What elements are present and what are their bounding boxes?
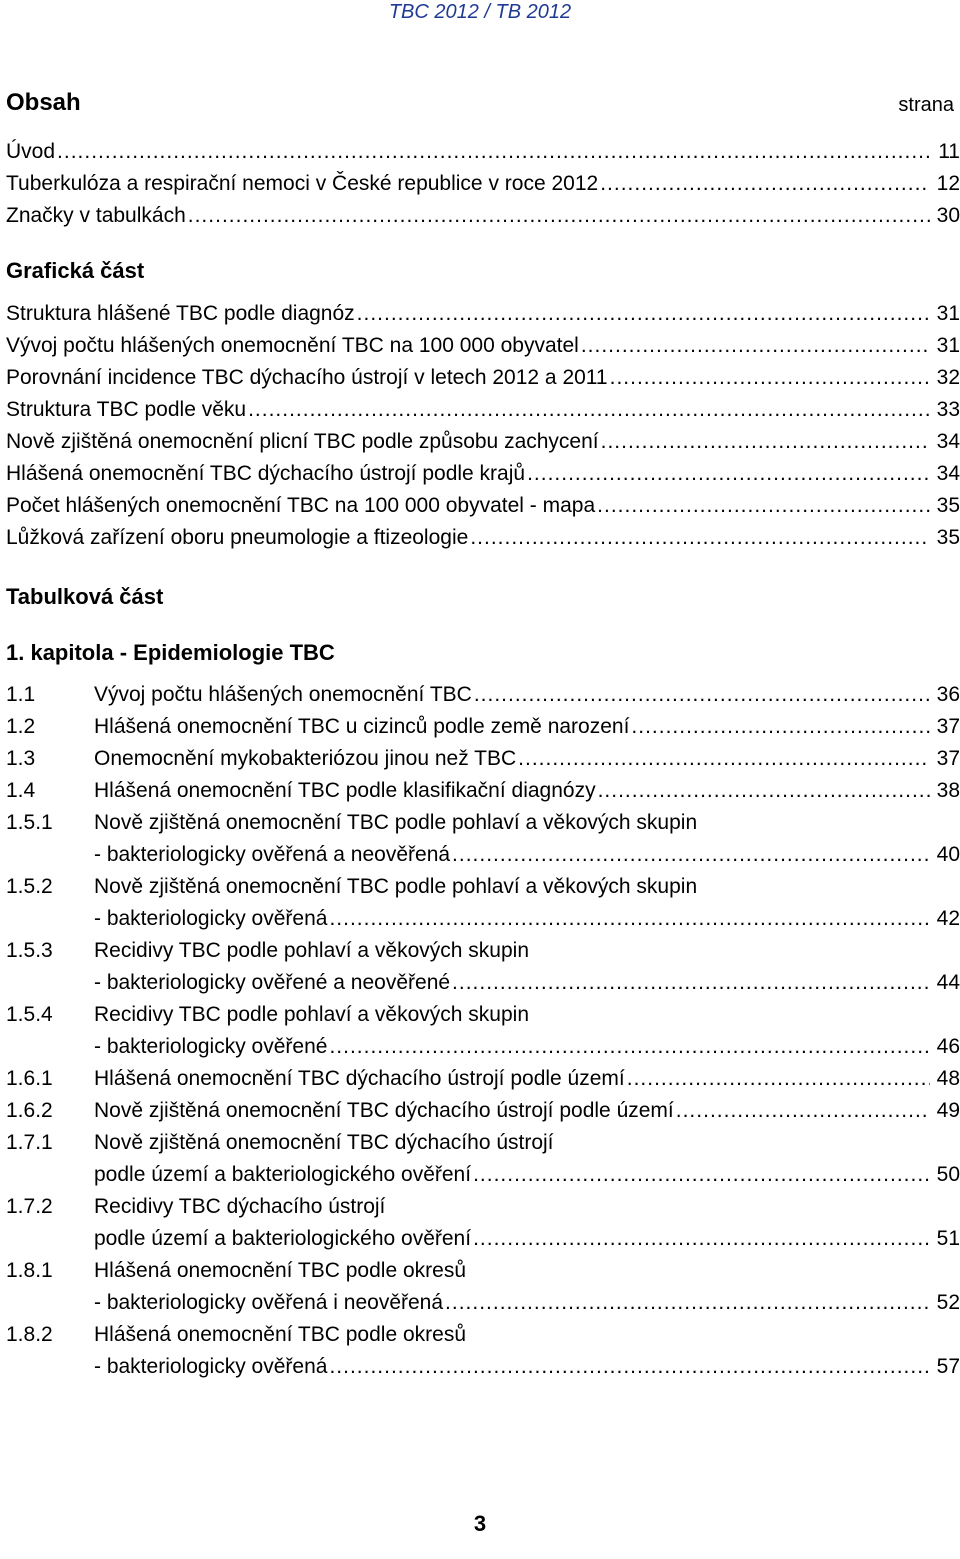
- toc-entry[interactable]: [6, 298, 960, 330]
- entry-text: - bakteriologicky ověřená i neověřená: [94, 1291, 444, 1314]
- entry-number: 1.1: [6, 683, 36, 706]
- entry-text: Hlášená onemocnění TBC dýchacího ústrojí podle krajů: [6, 462, 526, 485]
- leader-dots: [248, 394, 930, 426]
- toc-entry[interactable]: [6, 743, 960, 775]
- entry-number: 1.7.2: [6, 1195, 53, 1218]
- toc-entry[interactable]: [6, 1191, 960, 1255]
- entry-title: Hlášená onemocnění TBC podle okresů: [94, 1323, 467, 1346]
- leader-dots: [470, 522, 930, 554]
- leader-dots: [601, 426, 930, 458]
- entry-text: podle území a bakteriologického ověření: [94, 1227, 472, 1250]
- entry-text: podle území a bakteriologického ověření: [94, 1163, 472, 1186]
- leader-dots: [474, 679, 930, 711]
- entry-number: 1.6.1: [6, 1067, 53, 1090]
- entry-page: 48: [936, 1067, 960, 1090]
- entry-title: Nově zjištěná onemocnění TBC dýchacího ústrojí: [94, 1131, 554, 1154]
- entry-text: Nově zjištěná onemocnění TBC dýchacího ústrojí podle území: [94, 1099, 674, 1122]
- entry-page: 31: [936, 334, 960, 357]
- entry-page: 30: [936, 204, 960, 227]
- entry-number: 1.2: [6, 715, 36, 738]
- page-column-label: strana: [898, 94, 954, 116]
- entry-number: 1.5.2: [6, 875, 53, 898]
- entry-number: 1.5.1: [6, 811, 53, 834]
- toc-header: [6, 86, 954, 120]
- toc-entry[interactable]: [6, 1255, 960, 1319]
- entry-page: 52: [936, 1291, 960, 1314]
- toc-entry[interactable]: [6, 458, 960, 490]
- entry-page: 51: [936, 1227, 960, 1250]
- leader-dots: [600, 168, 930, 200]
- leader-dots: [329, 903, 930, 935]
- entry-page: 34: [936, 462, 960, 485]
- running-header: TBC 2012 / TB 2012: [388, 1, 572, 23]
- toc-entry[interactable]: [6, 168, 960, 200]
- entry-text: Struktura hlášené TBC podle diagnóz: [6, 302, 355, 325]
- entry-text: Tuberkulóza a respirační nemoci v České republice v roce 2012: [6, 172, 599, 195]
- entry-page: 34: [936, 430, 960, 453]
- entry-text: Značky v tabulkách: [6, 204, 186, 227]
- entry-number: 1.5.4: [6, 1003, 53, 1026]
- leader-dots: [610, 362, 930, 394]
- entry-text: Hlášená onemocnění TBC u cizinců podle země narození: [94, 715, 630, 738]
- entry-title: Nově zjištěná onemocnění TBC podle pohlaví a věkových skupin: [94, 811, 698, 834]
- entry-title: Nově zjištěná onemocnění TBC podle pohlaví a věkových skupin: [94, 875, 698, 898]
- entry-text: - bakteriologicky ověřená: [94, 1355, 328, 1378]
- leader-dots: [598, 775, 930, 807]
- toc-entry[interactable]: [6, 871, 960, 935]
- entry-page: 35: [936, 526, 960, 549]
- leader-dots: [445, 1287, 930, 1319]
- entry-page: 35: [936, 494, 960, 517]
- toc-entry[interactable]: [6, 1127, 960, 1191]
- entry-page: 32: [936, 366, 960, 389]
- leader-dots: [676, 1095, 930, 1127]
- entry-text: - bakteriologicky ověřená a neověřená: [94, 843, 451, 866]
- toc-entry[interactable]: [6, 1095, 960, 1127]
- toc-entry[interactable]: [6, 394, 960, 426]
- toc-title: Obsah: [6, 89, 81, 116]
- entry-title: Hlášená onemocnění TBC podle okresů: [94, 1259, 467, 1282]
- entry-number: 1.8.2: [6, 1323, 53, 1346]
- entry-text: Nově zjištěná onemocnění plicní TBC podle způsobu zachycení: [6, 430, 599, 453]
- toc-entry[interactable]: [6, 1063, 960, 1095]
- toc-entry[interactable]: [6, 999, 960, 1063]
- leader-dots: [188, 200, 930, 232]
- entry-page: 57: [936, 1355, 960, 1378]
- toc-entry[interactable]: [6, 426, 960, 458]
- entry-page: 42: [936, 907, 960, 930]
- entry-number: 1.3: [6, 747, 36, 770]
- toc-entry[interactable]: [6, 935, 960, 999]
- entry-number: 1.7.1: [6, 1131, 53, 1154]
- entry-text: Hlášená onemocnění TBC dýchacího ústrojí podle území: [94, 1067, 625, 1090]
- entry-text: Lůžková zařízení oboru pneumologie a ftizeologie: [6, 526, 469, 549]
- entry-text: Struktura TBC podle věku: [6, 398, 247, 421]
- entry-number: 1.4: [6, 779, 36, 802]
- toc-chapter-list: [6, 679, 960, 1383]
- leader-dots: [357, 298, 930, 330]
- toc-graphic-list: [6, 298, 960, 554]
- toc-entry[interactable]: [6, 711, 960, 743]
- entry-number: 1.8.1: [6, 1259, 53, 1282]
- leader-dots: [581, 330, 930, 362]
- leader-dots: [473, 1159, 930, 1191]
- page-number: 3: [473, 1511, 487, 1536]
- toc-entry[interactable]: [6, 362, 960, 394]
- table-section-title: Tabulková část: [6, 584, 164, 609]
- toc-intro-list: [6, 136, 960, 232]
- toc-entry[interactable]: [6, 679, 960, 711]
- entry-text: Hlášená onemocnění TBC podle klasifikační diagnózy: [94, 779, 596, 802]
- entry-page: 44: [936, 971, 960, 994]
- entry-text: Onemocnění mykobakteriózou jinou než TBC: [94, 747, 517, 770]
- leader-dots: [452, 839, 930, 871]
- entry-text: Porovnání incidence TBC dýchacího ústrojí v letech 2012 a 2011: [6, 366, 608, 389]
- leader-dots: [518, 743, 930, 775]
- toc-entry[interactable]: [6, 1319, 960, 1383]
- leader-dots: [627, 1063, 930, 1095]
- graphic-section-title: Grafická část: [6, 258, 145, 283]
- entry-text: Vývoj počtu hlášených onemocnění TBC na 100 000 obyvatel: [6, 334, 579, 357]
- leader-dots: [329, 1351, 930, 1383]
- entry-text: - bakteriologicky ověřené: [94, 1035, 328, 1058]
- leader-dots: [631, 711, 930, 743]
- entry-text: - bakteriologicky ověřené a neověřené: [94, 971, 451, 994]
- entry-page: 40: [936, 843, 960, 866]
- entry-number: 1.6.2: [6, 1099, 53, 1122]
- entry-page: 49: [936, 1099, 960, 1122]
- leader-dots: [473, 1223, 930, 1255]
- entry-page: 31: [936, 302, 960, 325]
- leader-dots: [527, 458, 930, 490]
- leader-dots: [57, 136, 930, 168]
- leader-dots: [452, 967, 930, 999]
- entry-page: 33: [936, 398, 960, 421]
- entry-title: Recidivy TBC dýchacího ústrojí: [94, 1195, 386, 1218]
- leader-dots: [329, 1031, 930, 1063]
- entry-page: 46: [936, 1035, 960, 1058]
- toc-entry[interactable]: [6, 200, 960, 232]
- toc-entry[interactable]: [6, 807, 960, 871]
- entry-text: - bakteriologicky ověřená: [94, 907, 328, 930]
- chapter-title: 1. kapitola - Epidemiologie TBC: [6, 640, 335, 665]
- toc-entry[interactable]: [6, 330, 960, 362]
- entry-page: 38: [936, 779, 960, 802]
- entry-page: 37: [936, 747, 960, 770]
- leader-dots: [597, 490, 930, 522]
- entry-number: 1.5.3: [6, 939, 53, 962]
- toc-entry[interactable]: [6, 522, 960, 554]
- entry-text: Počet hlášených onemocnění TBC na 100 000 obyvatel - mapa: [6, 494, 596, 517]
- toc-entry[interactable]: [6, 136, 960, 168]
- entry-page: 36: [936, 683, 960, 706]
- entry-title: Recidivy TBC podle pohlaví a věkových skupin: [94, 939, 530, 962]
- entry-text: Vývoj počtu hlášených onemocnění TBC: [94, 683, 472, 706]
- entry-page: 37: [936, 715, 960, 738]
- toc-entry[interactable]: [6, 490, 960, 522]
- entry-page: 11: [938, 140, 960, 163]
- toc-entry[interactable]: [6, 775, 960, 807]
- entry-text: Úvod: [6, 140, 56, 163]
- entry-title: Recidivy TBC podle pohlaví a věkových skupin: [94, 1003, 530, 1026]
- entry-page: 50: [936, 1163, 960, 1186]
- entry-page: 12: [936, 172, 960, 195]
